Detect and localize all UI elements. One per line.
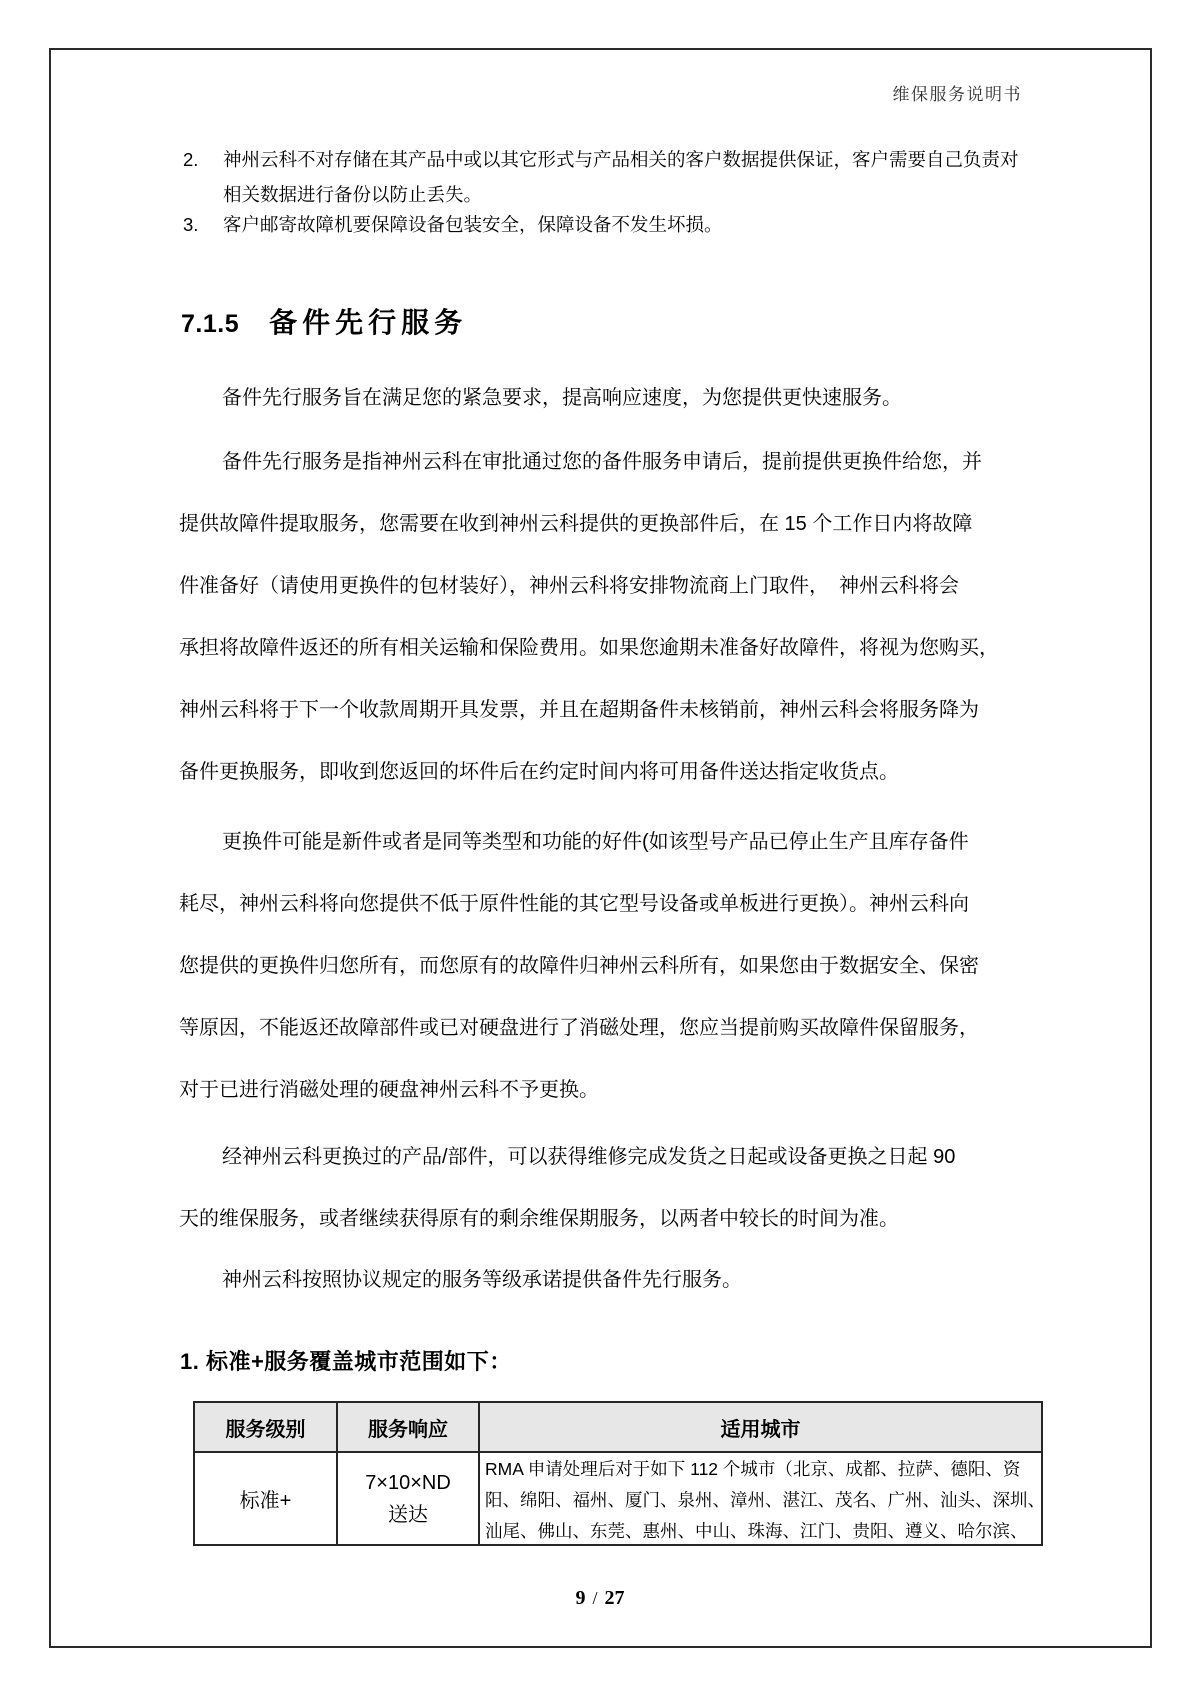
table-header-cell-cities: 适用城市 xyxy=(720,1418,801,1441)
page-footer xyxy=(0,1585,1200,1611)
paragraph-line: 提供故障件提取服务，您需要在收到神州云科提供的更换部件后，在 15 个工作日内将故障 xyxy=(179,513,973,535)
service-response-line: 送达 xyxy=(388,1503,428,1526)
page-number-separator: / xyxy=(592,1588,598,1608)
page-number-total: 27 xyxy=(604,1587,625,1609)
list-line: 神州云科不对存储在其产品中或以其它形式与产品相关的客户数据提供保证，客户需要自己负责对 xyxy=(223,149,1019,170)
paragraph-line: 经神州云科更换过的产品/部件，可以获得维修完成发货之日起或设备更换之日起 90 xyxy=(222,1146,956,1168)
service-level-value: 标准+ xyxy=(239,1490,292,1512)
paragraph-line: 备件先行服务是指神州云科在审批通过您的备件服务申请后，提前提供更换件给您，并 xyxy=(222,451,982,473)
section-title: 备件先行服务 xyxy=(269,307,468,338)
paragraph xyxy=(179,811,1026,1121)
list-text xyxy=(223,207,1033,242)
table-header-cell-service-response: 服务响应 xyxy=(336,1403,480,1451)
list-item xyxy=(183,142,1033,212)
table-cell-service-level xyxy=(195,1453,336,1544)
section-number: 7.1.5 xyxy=(181,310,240,338)
table-cell-service-response xyxy=(336,1453,480,1544)
paragraph-line: 备件更换服务，即收到您返回的坏件后在约定时间内将可用备件送达指定收货点。 xyxy=(179,761,899,783)
paragraph-line: 耗尽，神州云科将向您提供不低于原件性能的其它型号设备或单板进行更换）。神州云科向 xyxy=(179,893,969,915)
paragraph xyxy=(179,431,1026,803)
city-line: RMA 申请处理后对于如下 112 个城市（北京、成都、拉萨、德阳、资 xyxy=(485,1459,1021,1479)
paragraph-line: 等原因，不能返还故障部件或已对硬盘进行了消磁处理，您应当提前购买故障件保留服务， xyxy=(179,1017,979,1039)
list-line: 相关数据进行备份以防止丢失。 xyxy=(223,184,483,205)
paragraph-line: 备件先行服务旨在满足您的紧急要求，提高响应速度，为您提供更快速服务。 xyxy=(222,387,902,409)
section-heading xyxy=(181,303,467,344)
paragraph-line: 神州云科将于下一个收款周期开具发票，并且在超期备件未核销前，神州云科会将服务降为 xyxy=(179,699,979,721)
table-header-row xyxy=(195,1403,1041,1453)
table-body-row xyxy=(195,1453,1045,1544)
service-response-line: 7×10×ND xyxy=(365,1471,451,1494)
paragraph-line: 神州云科按照协议规定的服务等级承诺提供备件先行服务。 xyxy=(222,1269,742,1291)
table-header-cell-service-level: 服务级别 xyxy=(225,1418,306,1441)
list-number: 3. xyxy=(183,214,199,235)
service-table xyxy=(193,1401,1043,1546)
paragraph-line: 件准备好（请使用更换件的包材装好），神州云科将安排物流商上门取件， 神州云科将会 xyxy=(179,575,959,597)
page-number-current: 9 xyxy=(575,1587,586,1609)
table-cell-cities xyxy=(480,1453,1045,1544)
subsection-heading: 1. 标准+服务覆盖城市范围如下： xyxy=(180,1349,512,1374)
list-item xyxy=(183,207,1033,242)
paragraph-line: 承担将故障件返还的所有相关运输和保险费用。如果您逾期未准备好故障件，将视为您购买， xyxy=(179,637,999,659)
list-line: 客户邮寄故障机要保障设备包装安全，保障设备不发生坏损。 xyxy=(223,214,723,235)
paragraph xyxy=(179,1249,1026,1311)
document-header-title: 维保服务说明书 xyxy=(892,85,1022,104)
paragraph-line: 更换件可能是新件或者是同等类型和功能的好件(如该型号产品已停止生产且库存备件 xyxy=(222,831,969,853)
city-line: 阳、绵阳、福州、厦门、泉州、漳州、湛江、茂名、广州、汕头、深圳、 xyxy=(485,1490,1045,1510)
city-line: 汕尾、佛山、东莞、惠州、中山、珠海、江门、贵阳、遵义、哈尔滨、 xyxy=(485,1521,1028,1541)
paragraph xyxy=(179,1126,1026,1250)
paragraph-line: 对于已进行消磁处理的硬盘神州云科不予更换。 xyxy=(179,1079,599,1101)
list-text xyxy=(223,142,1033,212)
list-number: 2. xyxy=(183,149,199,170)
paragraph xyxy=(179,367,1026,429)
paragraph-line: 天的维保服务，或者继续获得原有的剩余维保期服务，以两者中较长的时间为准。 xyxy=(179,1208,899,1230)
paragraph-line: 您提供的更换件归您所有，而您原有的故障件归神州云科所有，如果您由于数据安全、保密 xyxy=(179,955,979,977)
